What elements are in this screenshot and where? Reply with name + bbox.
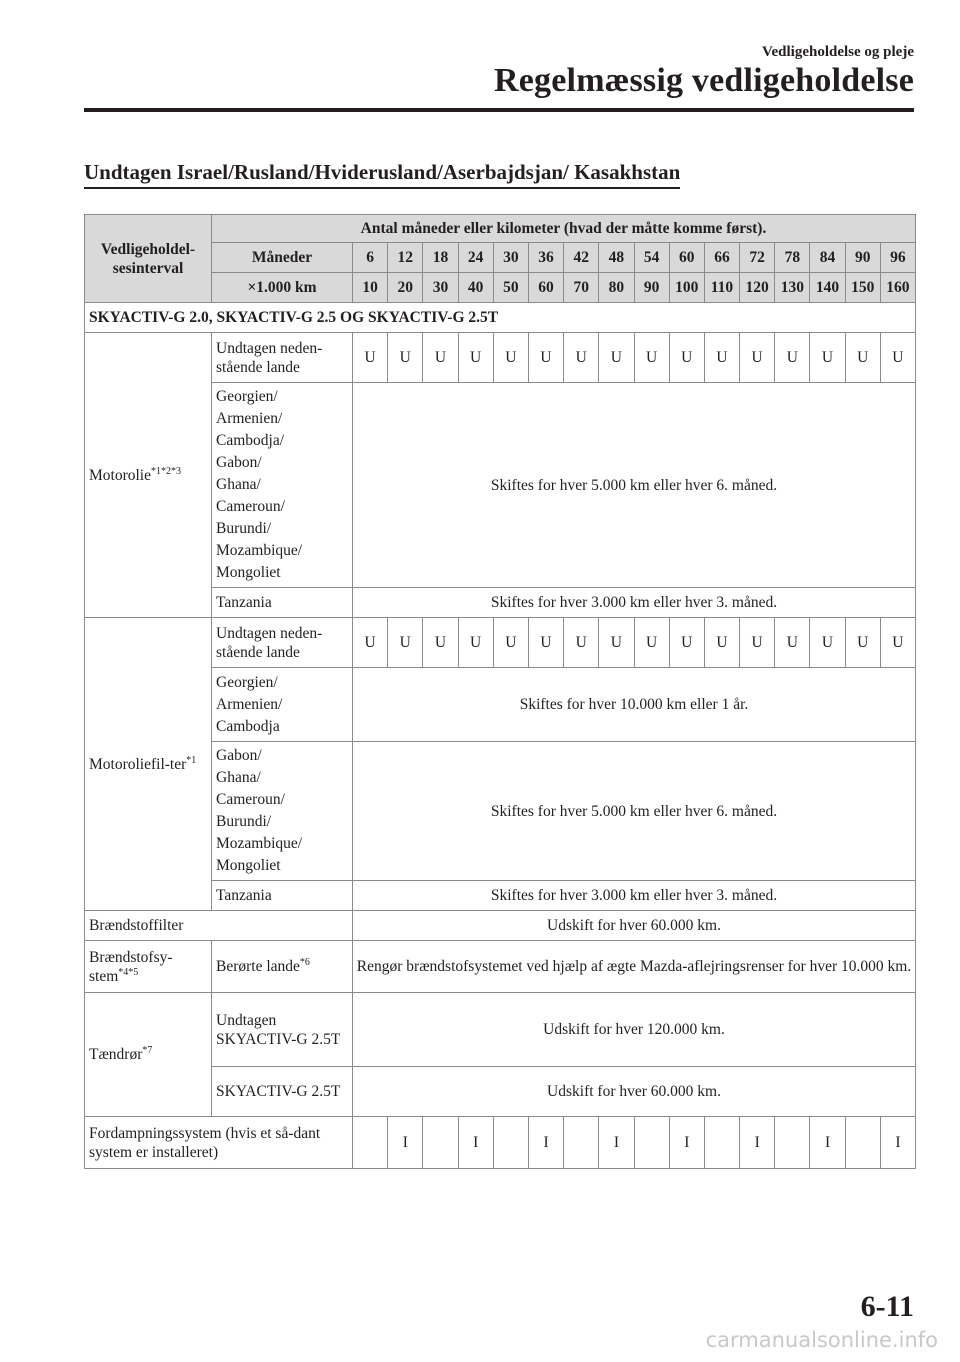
oil-filter-row4-text: Skiftes for hver 3.000 km eller hver 3. måned.	[353, 881, 916, 911]
mark-cell: U	[704, 618, 739, 668]
mark-cell: I	[388, 1117, 423, 1169]
mark-cell: I	[599, 1117, 634, 1169]
month-cell: 54	[634, 243, 669, 273]
mark-cell: U	[880, 333, 915, 383]
oil-filter-row2-text: Skiftes for hver 10.000 km eller 1 år.	[353, 668, 916, 742]
motor-oil-row3-label: Tanzania	[212, 588, 353, 618]
mark-cell: U	[810, 333, 845, 383]
mark-cell: U	[845, 333, 880, 383]
mark-cell	[845, 1117, 880, 1169]
month-cell: 96	[880, 243, 915, 273]
mark-cell: U	[564, 333, 599, 383]
mark-cell: U	[528, 333, 563, 383]
mark-cell: U	[740, 333, 775, 383]
km-label: ×1.000 km	[212, 273, 353, 303]
mark-cell: U	[669, 618, 704, 668]
fuel-system-label: Brændstofsy-stem$^{*4*5}$	[85, 941, 212, 993]
mark-cell: U	[669, 333, 704, 383]
mark-cell: U	[423, 618, 458, 668]
km-cell: 50	[493, 273, 528, 303]
mark-cell: U	[388, 333, 423, 383]
km-cell: 100	[669, 273, 704, 303]
km-cell: 140	[810, 273, 845, 303]
oil-filter-label: Motoroliefil-ter$^{*1}$	[85, 618, 212, 911]
mark-cell: U	[493, 333, 528, 383]
motor-oil-row1-label: Undtagen neden-stående lande	[212, 333, 353, 383]
mark-cell: U	[528, 618, 563, 668]
mark-cell: U	[599, 333, 634, 383]
month-cell: 42	[564, 243, 599, 273]
month-cell: 90	[845, 243, 880, 273]
mark-cell	[564, 1117, 599, 1169]
mark-cell: U	[353, 333, 388, 383]
header-rule	[84, 108, 914, 112]
spark-plugs-label: Tændrør$^{*7}$	[85, 993, 212, 1117]
motor-oil-row2-label: Georgien/ Armenien/ Cambodja/ Gabon/ Ghana/ Cameroun/ Burundi/ Mozambique/ Mongoliet	[212, 383, 353, 588]
mark-cell: I	[880, 1117, 915, 1169]
period-header: Antal måneder eller kilometer (hvad der måtte komme først).	[212, 215, 916, 243]
km-cell: 80	[599, 273, 634, 303]
km-cell: 10	[353, 273, 388, 303]
interval-label-cell: Vedligeholdel-sesinterval	[85, 215, 212, 303]
mark-cell: U	[810, 618, 845, 668]
mark-cell: U	[740, 618, 775, 668]
chapter-title: Vedligeholdelse og pleje	[762, 44, 914, 60]
mark-cell	[704, 1117, 739, 1169]
spark-plugs-row2-text: Udskift for hver 60.000 km.	[353, 1067, 916, 1117]
mark-cell: I	[669, 1117, 704, 1169]
fuel-system-text: Rengør brændstofsystemet ved hjælp af ægte Mazda-aflejringsrenser for hver 10.000 km.	[353, 941, 916, 993]
month-cell: 24	[458, 243, 493, 273]
mark-cell	[423, 1117, 458, 1169]
month-cell: 84	[810, 243, 845, 273]
engine-section-header: SKYACTIV-G 2.0, SKYACTIV-G 2.5 OG SKYACTIV-G 2.5T	[85, 303, 916, 333]
mark-cell: U	[388, 618, 423, 668]
fuel-filter-label: Brændstoffilter	[85, 911, 353, 941]
section-title: Undtagen Israel/Rusland/Hviderusland/Aserbajdsjan/ Kasakhstan	[84, 160, 680, 189]
month-cell: 72	[740, 243, 775, 273]
motor-oil-row	[85, 333, 916, 383]
motor-oil-row2-text: Skiftes for hver 5.000 km eller hver 6. måned.	[353, 383, 916, 588]
month-cell: 48	[599, 243, 634, 273]
months-label: Måneder	[212, 243, 353, 273]
oil-filter-row	[85, 618, 916, 668]
km-cell: 60	[528, 273, 563, 303]
mark-cell: U	[458, 618, 493, 668]
mark-cell: U	[704, 333, 739, 383]
month-cell: 18	[423, 243, 458, 273]
mark-cell: U	[564, 618, 599, 668]
month-cell: 6	[353, 243, 388, 273]
mark-cell: U	[775, 333, 810, 383]
oil-filter-row1-label: Undtagen neden-stående lande	[212, 618, 353, 668]
month-cell: 30	[493, 243, 528, 273]
month-cell: 36	[528, 243, 563, 273]
km-cell: 120	[740, 273, 775, 303]
oil-filter-row3-label: Gabon/ Ghana/ Cameroun/ Burundi/ Mozambique/ Mongoliet	[212, 742, 353, 881]
oil-filter-row4-label: Tanzania	[212, 881, 353, 911]
km-cell: 40	[458, 273, 493, 303]
spark-plugs-row1-label: Undtagen SKYACTIV-G 2.5T	[212, 993, 353, 1067]
mark-cell: I	[458, 1117, 493, 1169]
mark-cell: U	[493, 618, 528, 668]
mark-cell	[353, 1117, 388, 1169]
mark-cell	[775, 1117, 810, 1169]
mark-cell	[493, 1117, 528, 1169]
month-cell: 12	[388, 243, 423, 273]
km-cell: 160	[880, 273, 915, 303]
mark-cell	[634, 1117, 669, 1169]
mark-cell: U	[775, 618, 810, 668]
fuel-system-sub-label: Berørte lande$^{*6}$	[212, 941, 353, 993]
mark-cell: U	[599, 618, 634, 668]
mark-cell: U	[458, 333, 493, 383]
maintenance-table	[84, 214, 916, 1169]
month-cell: 60	[669, 243, 704, 273]
fuel-filter-text: Udskift for hver 60.000 km.	[353, 911, 916, 941]
evap-label: Fordampningssystem (hvis et så-dant system er installeret)	[85, 1117, 353, 1169]
mark-cell: I	[528, 1117, 563, 1169]
mark-cell: U	[845, 618, 880, 668]
km-cell: 110	[704, 273, 739, 303]
spark-plugs-row2-label: SKYACTIV-G 2.5T	[212, 1067, 353, 1117]
spark-plugs-row1-text: Udskift for hver 120.000 km.	[353, 993, 916, 1067]
km-cell: 70	[564, 273, 599, 303]
mark-cell: U	[634, 333, 669, 383]
km-cell: 20	[388, 273, 423, 303]
oil-filter-row3-text: Skiftes for hver 5.000 km eller hver 6. måned.	[353, 742, 916, 881]
km-cell: 30	[423, 273, 458, 303]
mark-cell: U	[423, 333, 458, 383]
evap-row	[85, 1117, 916, 1169]
mark-cell: U	[634, 618, 669, 668]
mark-cell: I	[740, 1117, 775, 1169]
month-cell: 78	[775, 243, 810, 273]
page-title: Regelmæssig vedligeholdelse	[494, 62, 914, 99]
watermark: carmanualsonline.info	[705, 1328, 938, 1352]
month-cell: 66	[704, 243, 739, 273]
page-number: 6-11	[860, 1290, 914, 1323]
mark-cell: U	[353, 618, 388, 668]
mark-cell: U	[880, 618, 915, 668]
km-cell: 130	[775, 273, 810, 303]
motor-oil-row3-text: Skiftes for hver 3.000 km eller hver 3. måned.	[353, 588, 916, 618]
km-cell: 150	[845, 273, 880, 303]
km-cell: 90	[634, 273, 669, 303]
mark-cell: I	[810, 1117, 845, 1169]
motor-oil-label: Motorolie$^{*1*2*3}$	[85, 333, 212, 618]
oil-filter-row2-label: Georgien/ Armenien/ Cambodja	[212, 668, 353, 742]
